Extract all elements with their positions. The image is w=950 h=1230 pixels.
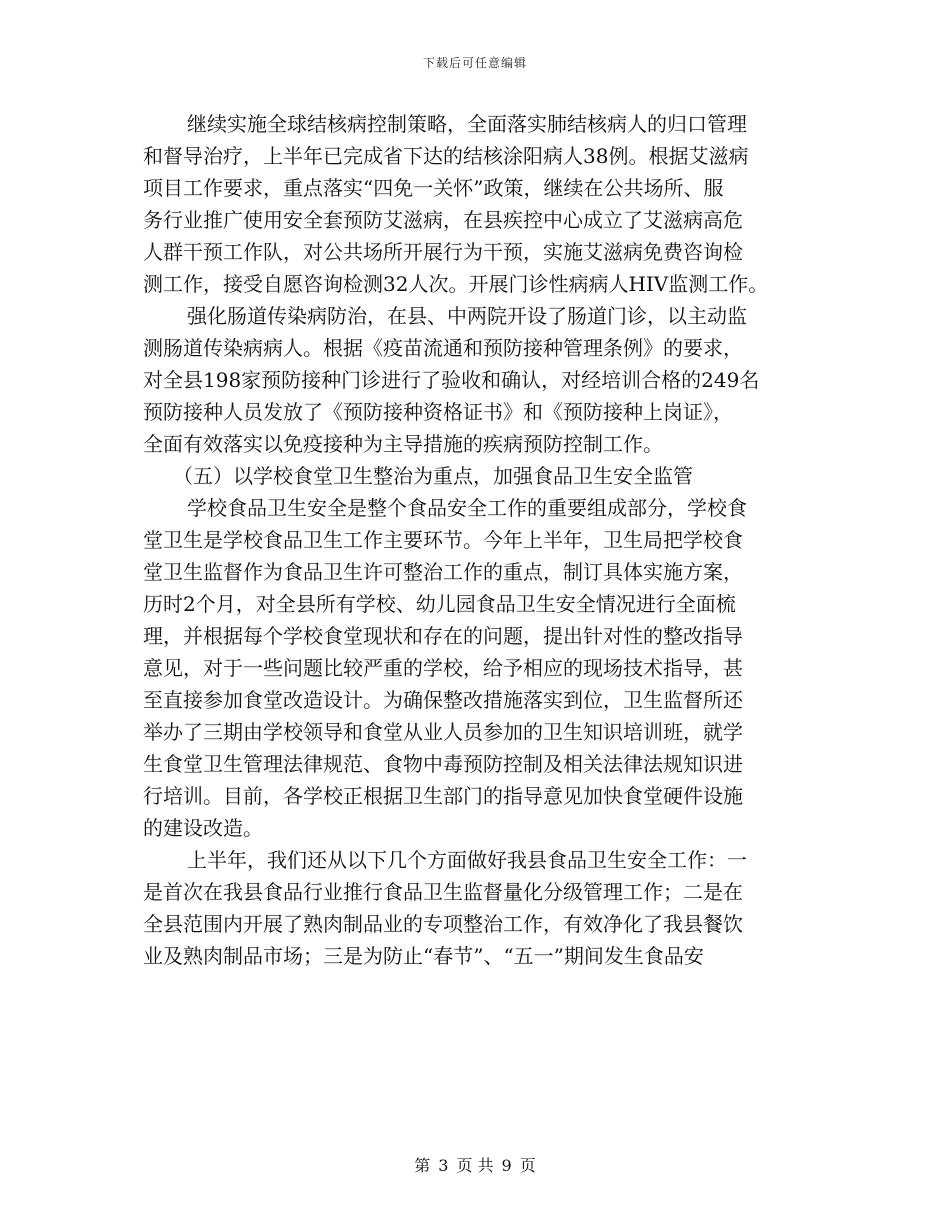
page-prefix: 第 xyxy=(414,1156,431,1175)
page-mid: 页 共 xyxy=(456,1156,494,1175)
paragraph-line: 业及熟肉制品市场；三是为防止“春节”、“五一”期间发生食品安 xyxy=(143,944,704,968)
paragraph-line: 举办了三期由学校领导和食堂从业人员参加的卫生知识培训班，就学 xyxy=(143,720,743,744)
paragraph-line: 项目工作要求，重点落实“四免一关怀”政策，继续在公共场所、服 xyxy=(143,176,724,200)
paragraph-line: 务行业推广使用安全套预防艾滋病，在县疾控中心成立了艾滋病高危 xyxy=(143,208,743,232)
paragraph-line: 是首次在我县食品行业推行食品卫生监督量化分级管理工作；二是在 xyxy=(143,880,743,904)
paragraph-line: 堂卫生是学校食品卫生工作主要环节。今年上半年，卫生局把学校食 xyxy=(143,528,743,552)
paragraph-line: 行培训。目前，各学校正根据卫生部门的指导意见加快食堂硬件设施 xyxy=(143,784,743,808)
section-heading: （五）以学校食堂卫生整治为重点，加强食品卫生安全监管 xyxy=(173,464,693,488)
paragraph-line: 堂卫生监督作为食品卫生许可整治工作的重点，制订具体实施方案， xyxy=(143,560,743,584)
body-text xyxy=(143,108,811,972)
total-pages: 9 xyxy=(501,1156,512,1175)
paragraph-line: 历时2个月，对全县所有学校、幼儿园食品卫生安全情况进行全面梳 xyxy=(143,592,736,616)
paragraph-line: 测工作，接受自愿咨询检测32人次。开展门诊性病病人HIV监测工作。 xyxy=(143,272,769,296)
paragraph-line: 理，并根据每个学校食堂现状和存在的问题，提出针对性的整改指导 xyxy=(143,624,743,648)
paragraph-line: 生食堂卫生管理法律规范、食物中毒预防控制及相关法律法规知识进 xyxy=(143,752,743,776)
paragraph-line: 的建设改造。 xyxy=(143,816,263,840)
page-footer xyxy=(0,1153,950,1176)
paragraph-line: 上半年，我们还从以下几个方面做好我县食品卫生安全工作：一 xyxy=(187,848,747,872)
paragraph-line: 对全县198家预防接种门诊进行了验收和确认，对经培训合格的249名 xyxy=(143,368,760,392)
paragraph-line: 和督导治疗，上半年已完成省下达的结核涂阳病人38例。根据艾滋病 xyxy=(143,144,749,168)
paragraph-line: 意见，对于一些问题比较严重的学校，给予相应的现场技术指导，甚 xyxy=(143,656,743,680)
paragraph-line: 强化肠道传染病防治，在县、中两院开设了肠道门诊，以主动监 xyxy=(187,304,747,328)
paragraph-line: 学校食品卫生安全是整个食品安全工作的重要组成部分，学校食 xyxy=(187,496,747,520)
paragraph-line: 测肠道传染病病人。根据《疫苗流通和预防接种管理条例》的要求， xyxy=(143,336,743,360)
paragraph-line: 全县范围内开展了熟肉制品业的专项整治工作，有效净化了我县餐饮 xyxy=(143,912,743,936)
paragraph-line: 至直接参加食堂改造设计。为确保整改措施落实到位，卫生监督所还 xyxy=(143,688,743,712)
paragraph-line: 继续实施全球结核病控制策略，全面落实肺结核病人的归口管理 xyxy=(187,112,747,136)
paragraph-line: 全面有效落实以免疫接种为主导措施的疾病预防控制工作。 xyxy=(143,432,663,456)
paragraph-line: 人群干预工作队，对公共场所开展行为干预，实施艾滋病免费咨询检 xyxy=(143,240,743,264)
page-suffix: 页 xyxy=(519,1156,536,1175)
page-header: 下载后可任意编辑 xyxy=(422,56,527,70)
paragraph-line: 预防接种人员发放了《预防接种资格证书》和《预防接种上岗证》， xyxy=(143,400,733,424)
page-number: 3 xyxy=(438,1156,449,1175)
